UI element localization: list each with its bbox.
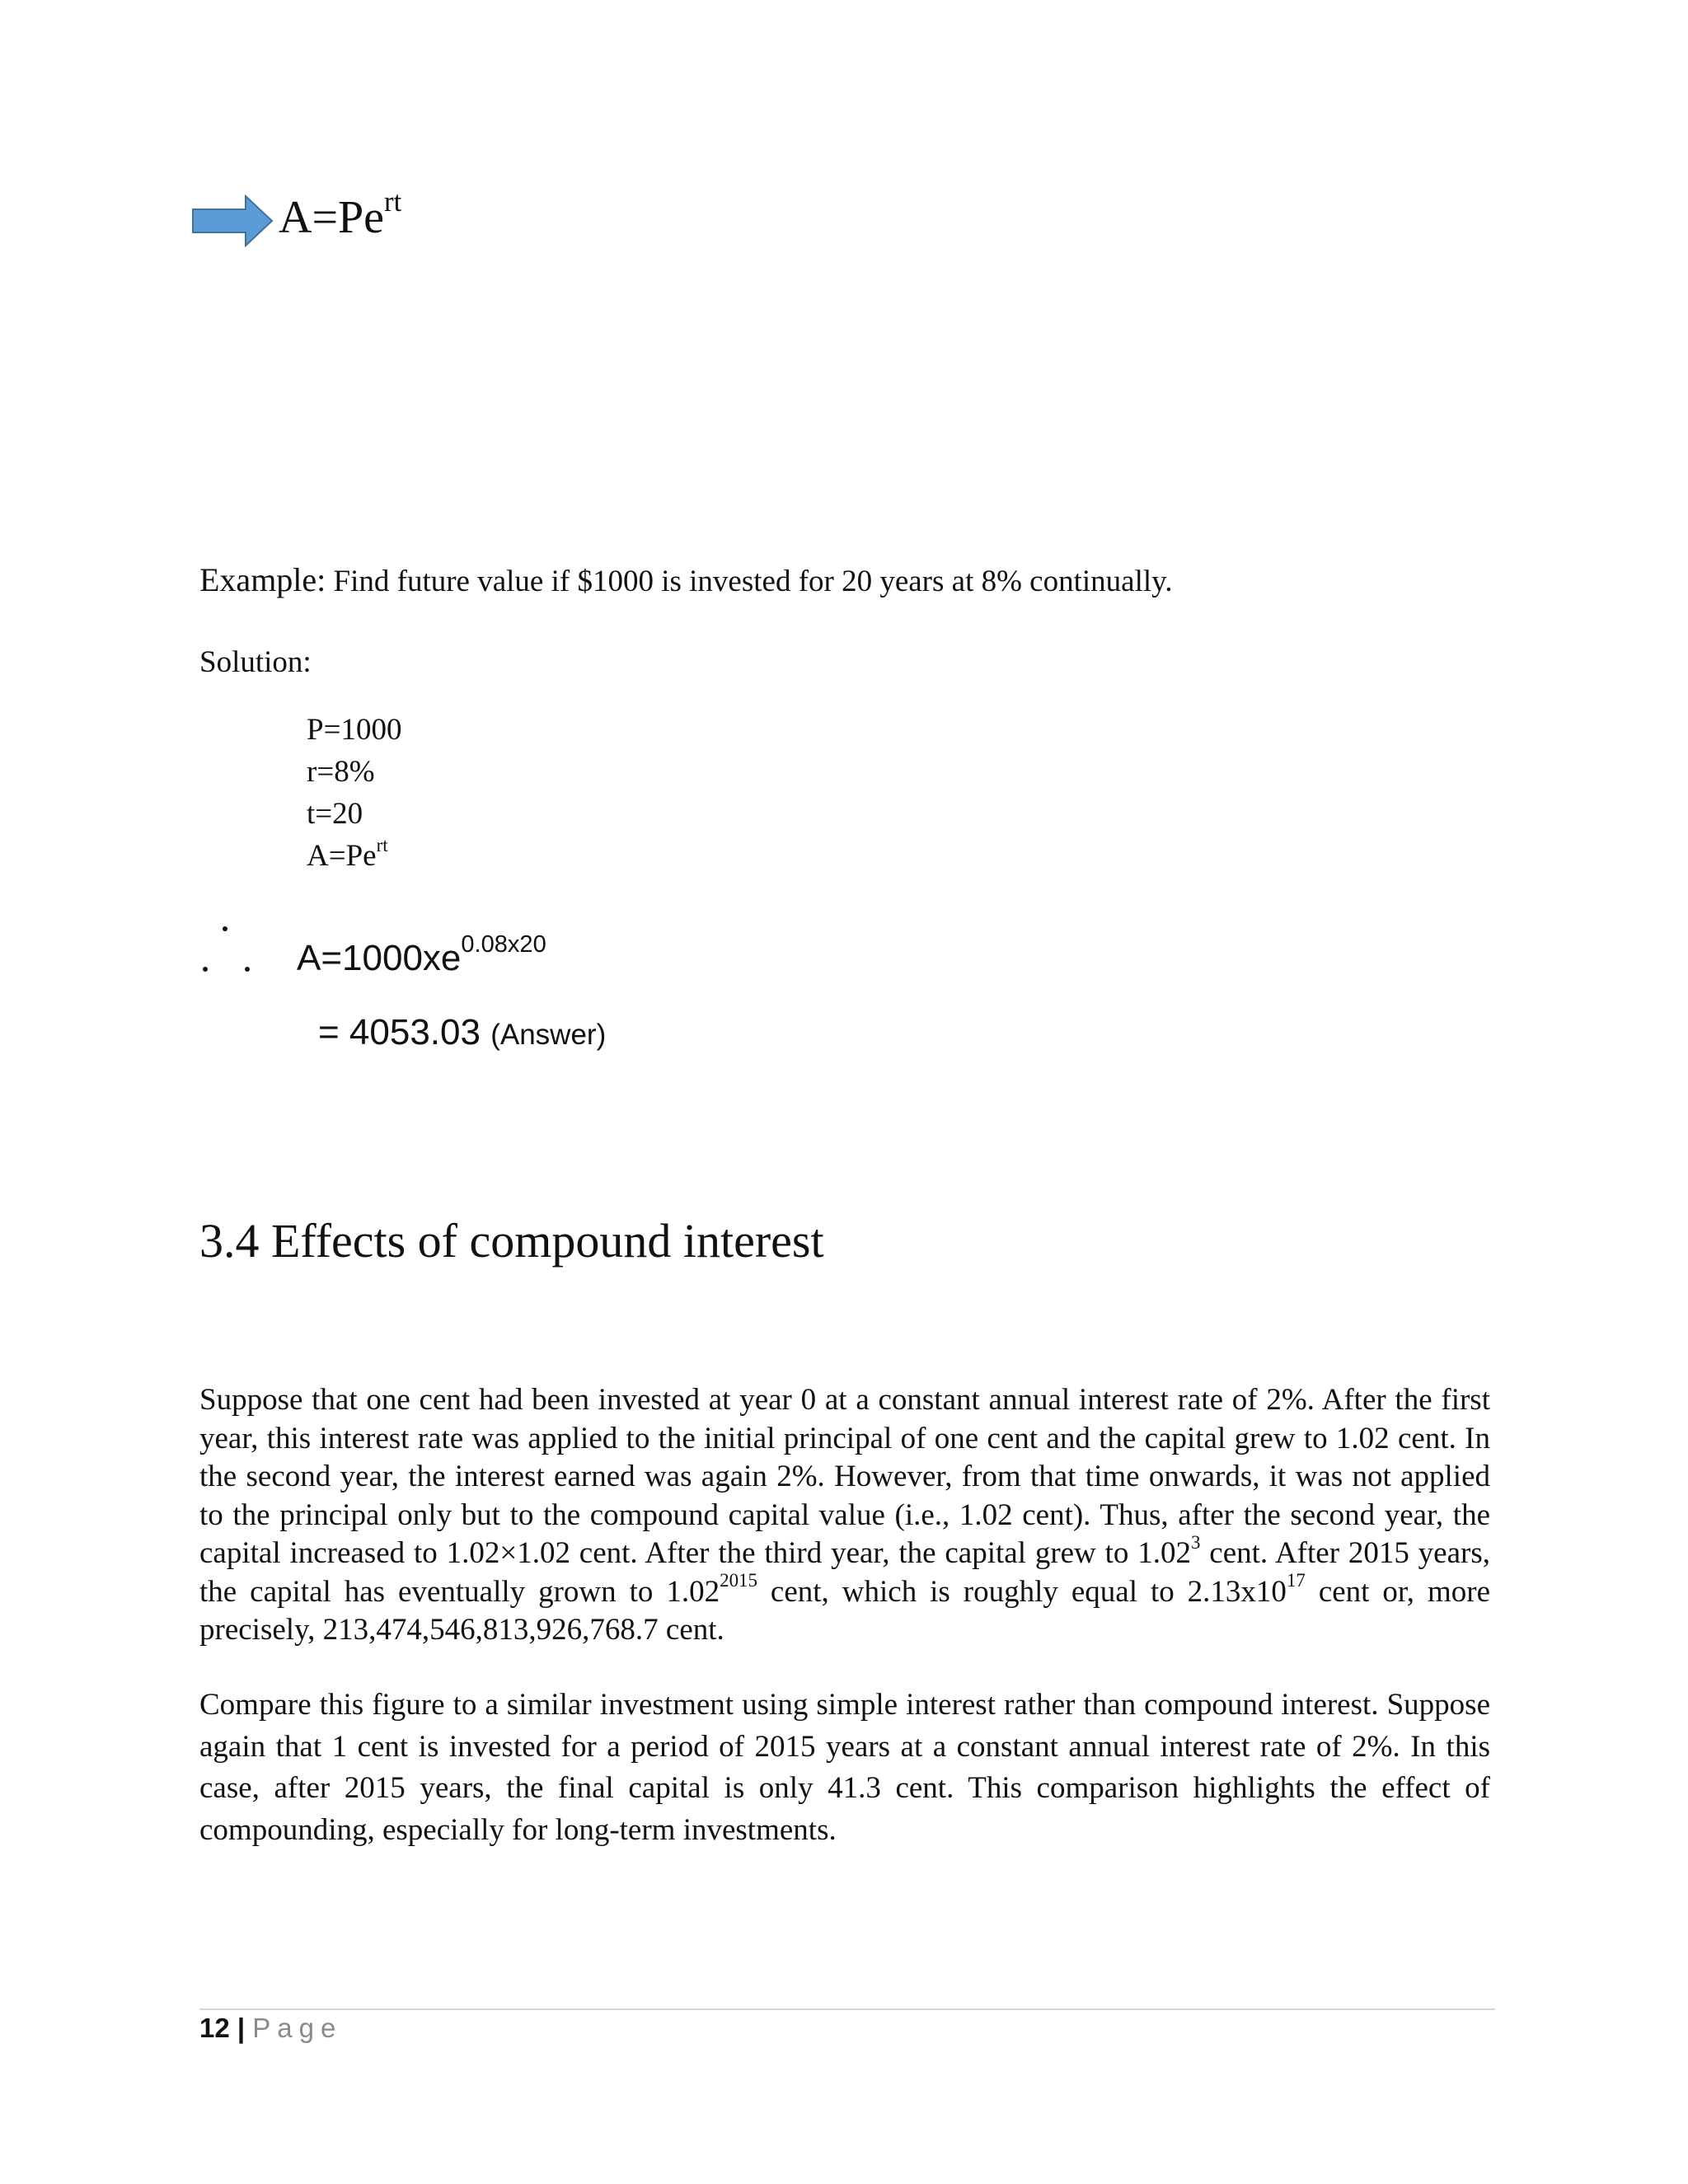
page-label: Page [252,2013,343,2043]
page-number: 12 [199,2013,230,2043]
result-line [318,1012,606,1053]
paragraph1-sup1: 3 [1190,1531,1201,1553]
paragraph1-part1: Suppose that one cent had been invested at year 0 at a constant annual interest rate of 2%. After the first year, this interest rate was applied to the initial principal of one cent and the capital grew to 1.02 cent. In the second year, the interest earned was again 2%. However, from that time onwards, it was not applied to the principal only but to the compound capital value (i.e., 1.02 cent). Thus, after the second year, the capital increased to 1.02×1.02 cent. After the third year, the capital grew to 1.02 [199,1383,1490,1570]
formula-base: A=Pe [279,192,385,243]
section-heading: 3.4 Effects of compound interest [199,1214,824,1268]
formula-exponent: rt [384,185,402,218]
footer-divider [199,2008,1495,2010]
calculation-base: A=1000xe [297,938,462,978]
variable-list [307,709,401,877]
example-line [199,560,1172,599]
variable-p: P=1000 [307,713,402,747]
paragraph1-sup2: 2015 [720,1570,757,1591]
paragraph1-part3: cent, which is roughly equal to 2.13x10 [757,1574,1287,1609]
calculation-line [297,931,546,979]
paragraph1-part2: cent. After 2015 years, the capital has eventually grown to 1.02 [199,1536,1490,1609]
paragraph-simple-comparison: Compare this figure to a similar investment using simple interest rather than compound interest. Suppose again that 1 cent is invested for a period of 2015 years at a constant annual interest rate of 2%. In this case, after 2015 years, the final capital is only 41.3 cent. This comparison highlights the effect of compounding, especially for long-term investments. [199,1688,1490,1847]
example-lead: Example: [199,561,326,598]
paragraph1-sup3: 17 [1286,1570,1306,1591]
paragraph1-part4: cent or, more precisely, 213,474,546,813,926,768.7 cent. [199,1574,1490,1647]
formula-heading [279,185,402,244]
page-footer [199,2013,342,2044]
variable-formula-exp: rt [376,834,388,855]
example-text: Find future value if $1000 is invested for 20 years at 8% continually. [333,565,1173,598]
calculation-exponent: 0.08x20 [461,931,546,958]
result-value: = 4053.03 [318,1012,481,1052]
variable-formula [307,835,401,877]
variable-r: r=8% [307,755,375,789]
result-note: (Answer) [490,1019,607,1051]
variable-formula-base: A=Pe [307,839,377,873]
right-arrow-icon [191,194,274,247]
footer-separator: | [237,2013,246,2043]
paragraph-compound [199,1381,1490,1650]
solution-label: Solution: [199,645,312,679]
variable-t: t=20 [307,797,363,831]
